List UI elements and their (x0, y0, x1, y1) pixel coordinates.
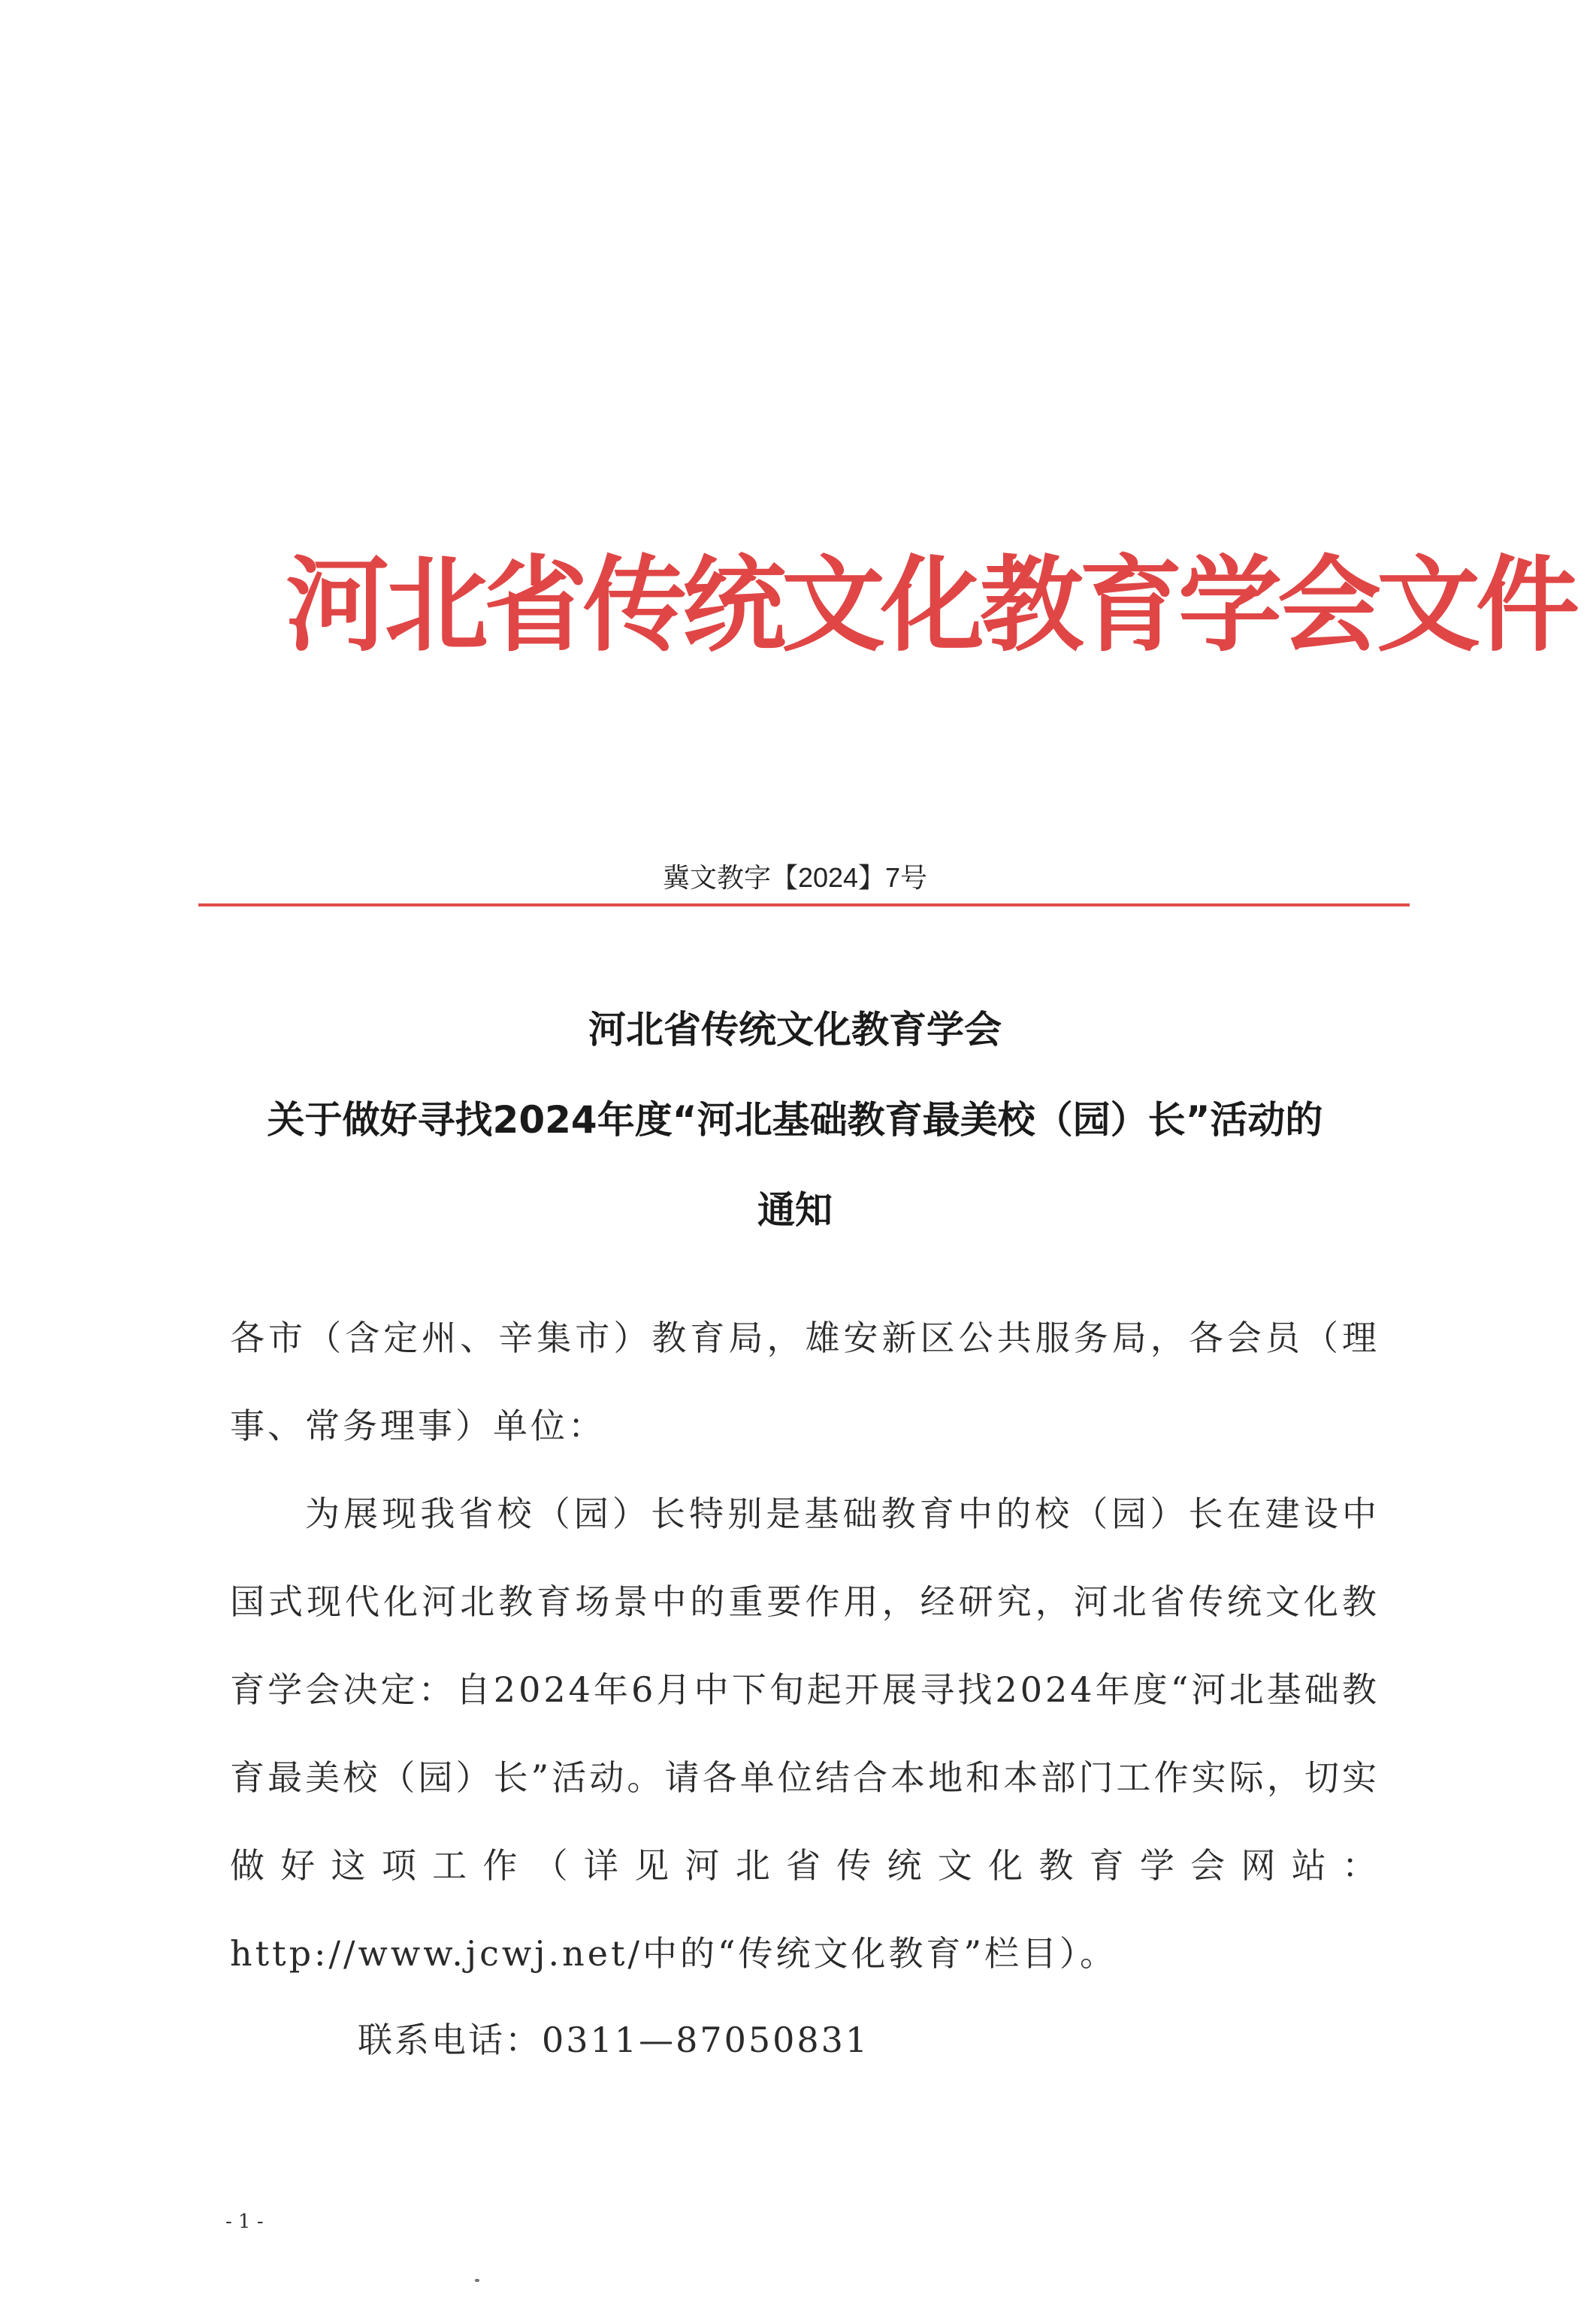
salutation: 各市（含定州、辛集市）教育局，雄安新区公共服务局，各会员（理事、常务理事）单位： (230, 1318, 1380, 1446)
notice-heading-line-1: 河北省传统文化教育学会 (588, 1008, 1002, 1052)
page-number: - 1 - (225, 2211, 264, 2233)
notice-heading-line-2: 关于做好寻找2024年度“河北基础教育最美校（园）长”活动的 (267, 1098, 1323, 1142)
masthead-title: 河北省传统文化教育学会文件 (286, 543, 1576, 666)
body-paragraph: 为展现我省校（园）长特别是基础教育中的校（园）长在建设中国式现代化河北教育场景中的重要作用，经研究，河北省传统文化教育学会决定：自2024年6月中下旬起开展寻找2024年度“河北基础教育最美校（园）长”活动。请各单位结合本地和本部门工作实际，切实做好这项工作（详见河北省传统文化教育学会网站：http://www.jcwj.net/中的“传统文化教育”栏目）。 (230, 1493, 1380, 1974)
red-divider-line (198, 903, 1410, 906)
document-number: 冀文教字【2024】7号 (662, 862, 928, 893)
contact-phone: 联系电话：0311—87050831 (358, 2020, 870, 2060)
scan-speck (475, 2279, 479, 2282)
notice-heading-line-3: 通知 (757, 1188, 833, 1232)
